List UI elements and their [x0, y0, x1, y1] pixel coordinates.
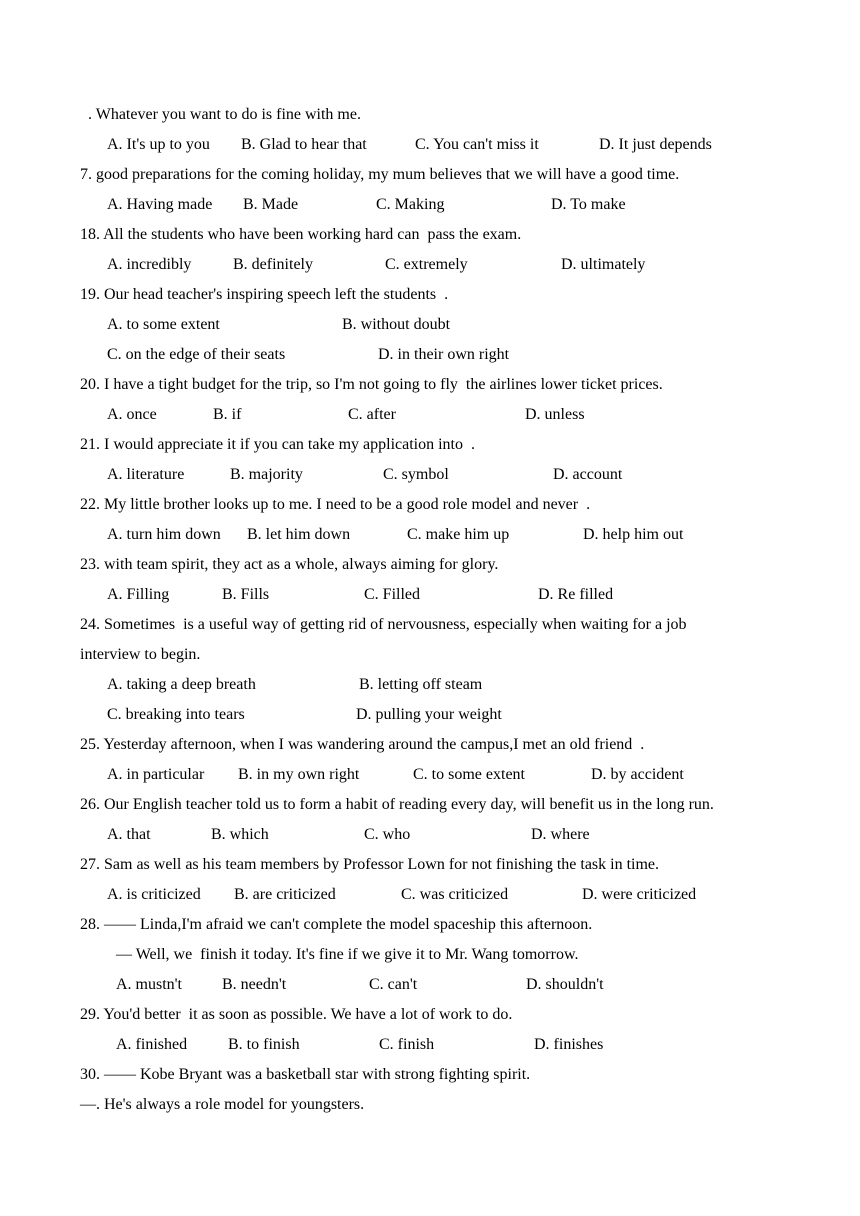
- option-c: C. finish: [379, 1036, 435, 1053]
- option-a: A. incredibly: [107, 256, 192, 273]
- option-c: C. can't: [369, 976, 418, 993]
- option-a: A. Filling: [107, 586, 170, 603]
- option-a: A. Having made: [107, 196, 213, 213]
- option-b: B. Glad to hear that: [241, 136, 367, 153]
- option-d: D. where: [531, 826, 590, 843]
- option-d: D. ultimately: [561, 256, 646, 273]
- option-c: C. extremely: [385, 256, 468, 273]
- option-b: B. which: [211, 826, 269, 843]
- option-a: A. to some extent: [107, 316, 220, 333]
- option-c: C. You can't miss it: [415, 136, 539, 153]
- option-c: C. to some extent: [413, 766, 525, 783]
- option-d: D. unless: [525, 406, 585, 423]
- question-stem: 22. My little brother looks up to me. I need to be a good role model and never .: [80, 496, 591, 513]
- option-a: A. mustn't: [116, 976, 182, 993]
- option-d: D. by accident: [591, 766, 684, 783]
- option-a: A. is criticized: [107, 886, 201, 903]
- option-d: D. were criticized: [582, 886, 697, 903]
- question-stem: 23. with team spirit, they act as a whole, always aiming for glory.: [80, 556, 499, 573]
- option-b: B. needn't: [222, 976, 287, 993]
- question-stem: 30. —— Kobe Bryant was a basketball star with strong fighting spirit.: [80, 1066, 531, 1083]
- option-a: A. in particular: [107, 766, 205, 783]
- option-a: A. turn him down: [107, 526, 221, 543]
- question-stem: 26. Our English teacher told us to form a habit of reading every day, will benefit us in the long run.: [80, 796, 714, 813]
- question-stem: 20. I have a tight budget for the trip, so I'm not going to fly the airlines lower ticket prices.: [80, 376, 663, 393]
- question-stem: . Whatever you want to do is fine with me.: [88, 106, 361, 123]
- option-c: C. make him up: [407, 526, 510, 543]
- question-stem: 25. Yesterday afternoon, when I was wandering around the campus,I met an old friend .: [80, 736, 645, 753]
- option-b: B. definitely: [233, 256, 313, 273]
- option-c: C. who: [364, 826, 411, 843]
- option-c: C. Filled: [364, 586, 421, 603]
- option-a: A. literature: [107, 466, 185, 483]
- option-c: C. symbol: [383, 466, 449, 483]
- option-d: D. It just depends: [599, 136, 712, 153]
- option-c: C. Making: [376, 196, 445, 213]
- question-stem: 28. —— Linda,I'm afraid we can't complete the model spaceship this afternoon.: [80, 916, 593, 933]
- option-d: D. shouldn't: [526, 976, 604, 993]
- option-b: B. in my own right: [238, 766, 360, 783]
- option-a: A. that: [107, 826, 151, 843]
- option-d: D. finishes: [534, 1036, 604, 1053]
- option-b: B. letting off steam: [359, 676, 483, 693]
- question-stem: 7. good preparations for the coming holiday, my mum believes that we will have a good time.: [80, 166, 680, 183]
- question-stem: 24. Sometimes is a useful way of getting rid of nervousness, especially when waiting for a job: [80, 616, 687, 633]
- option-d: D. help him out: [583, 526, 684, 543]
- option-d: D. Re filled: [538, 586, 614, 603]
- option-a: A. once: [107, 406, 157, 423]
- option-c: C. breaking into tears: [107, 706, 245, 723]
- question-stem: 21. I would appreciate it if you can take my application into .: [80, 436, 475, 453]
- option-b: B. Made: [243, 196, 299, 213]
- question-stem: 29. You'd better it as soon as possible. We have a lot of work to do.: [80, 1006, 513, 1023]
- option-d: D. To make: [551, 196, 626, 213]
- option-b: B. without doubt: [342, 316, 451, 333]
- question-stem-continued: —. He's always a role model for youngsters.: [80, 1096, 365, 1113]
- option-a: A. It's up to you: [107, 136, 210, 153]
- option-b: B. if: [213, 406, 242, 423]
- option-c: C. on the edge of their seats: [107, 346, 286, 363]
- option-a: A. taking a deep breath: [107, 676, 256, 693]
- option-b: B. majority: [230, 466, 303, 483]
- option-d: D. pulling your weight: [356, 706, 502, 723]
- question-stem: 27. Sam as well as his team members by Professor Lown for not finishing the task in time.: [80, 856, 660, 873]
- option-b: B. to finish: [228, 1036, 300, 1053]
- option-d: D. in their own right: [378, 346, 510, 363]
- option-a: A. finished: [116, 1036, 188, 1053]
- option-c: C. after: [348, 406, 396, 423]
- question-stem: 18. All the students who have been working hard can pass the exam.: [80, 226, 522, 243]
- question-stem-continued: — Well, we finish it today. It's fine if we give it to Mr. Wang tomorrow.: [116, 946, 579, 963]
- option-b: B. Fills: [222, 586, 270, 603]
- option-d: D. account: [553, 466, 623, 483]
- question-stem-continued: interview to begin.: [80, 646, 201, 663]
- option-c: C. was criticized: [401, 886, 509, 903]
- option-b: B. let him down: [247, 526, 351, 543]
- question-stem: 19. Our head teacher's inspiring speech left the students .: [80, 286, 449, 303]
- option-b: B. are criticized: [234, 886, 336, 903]
